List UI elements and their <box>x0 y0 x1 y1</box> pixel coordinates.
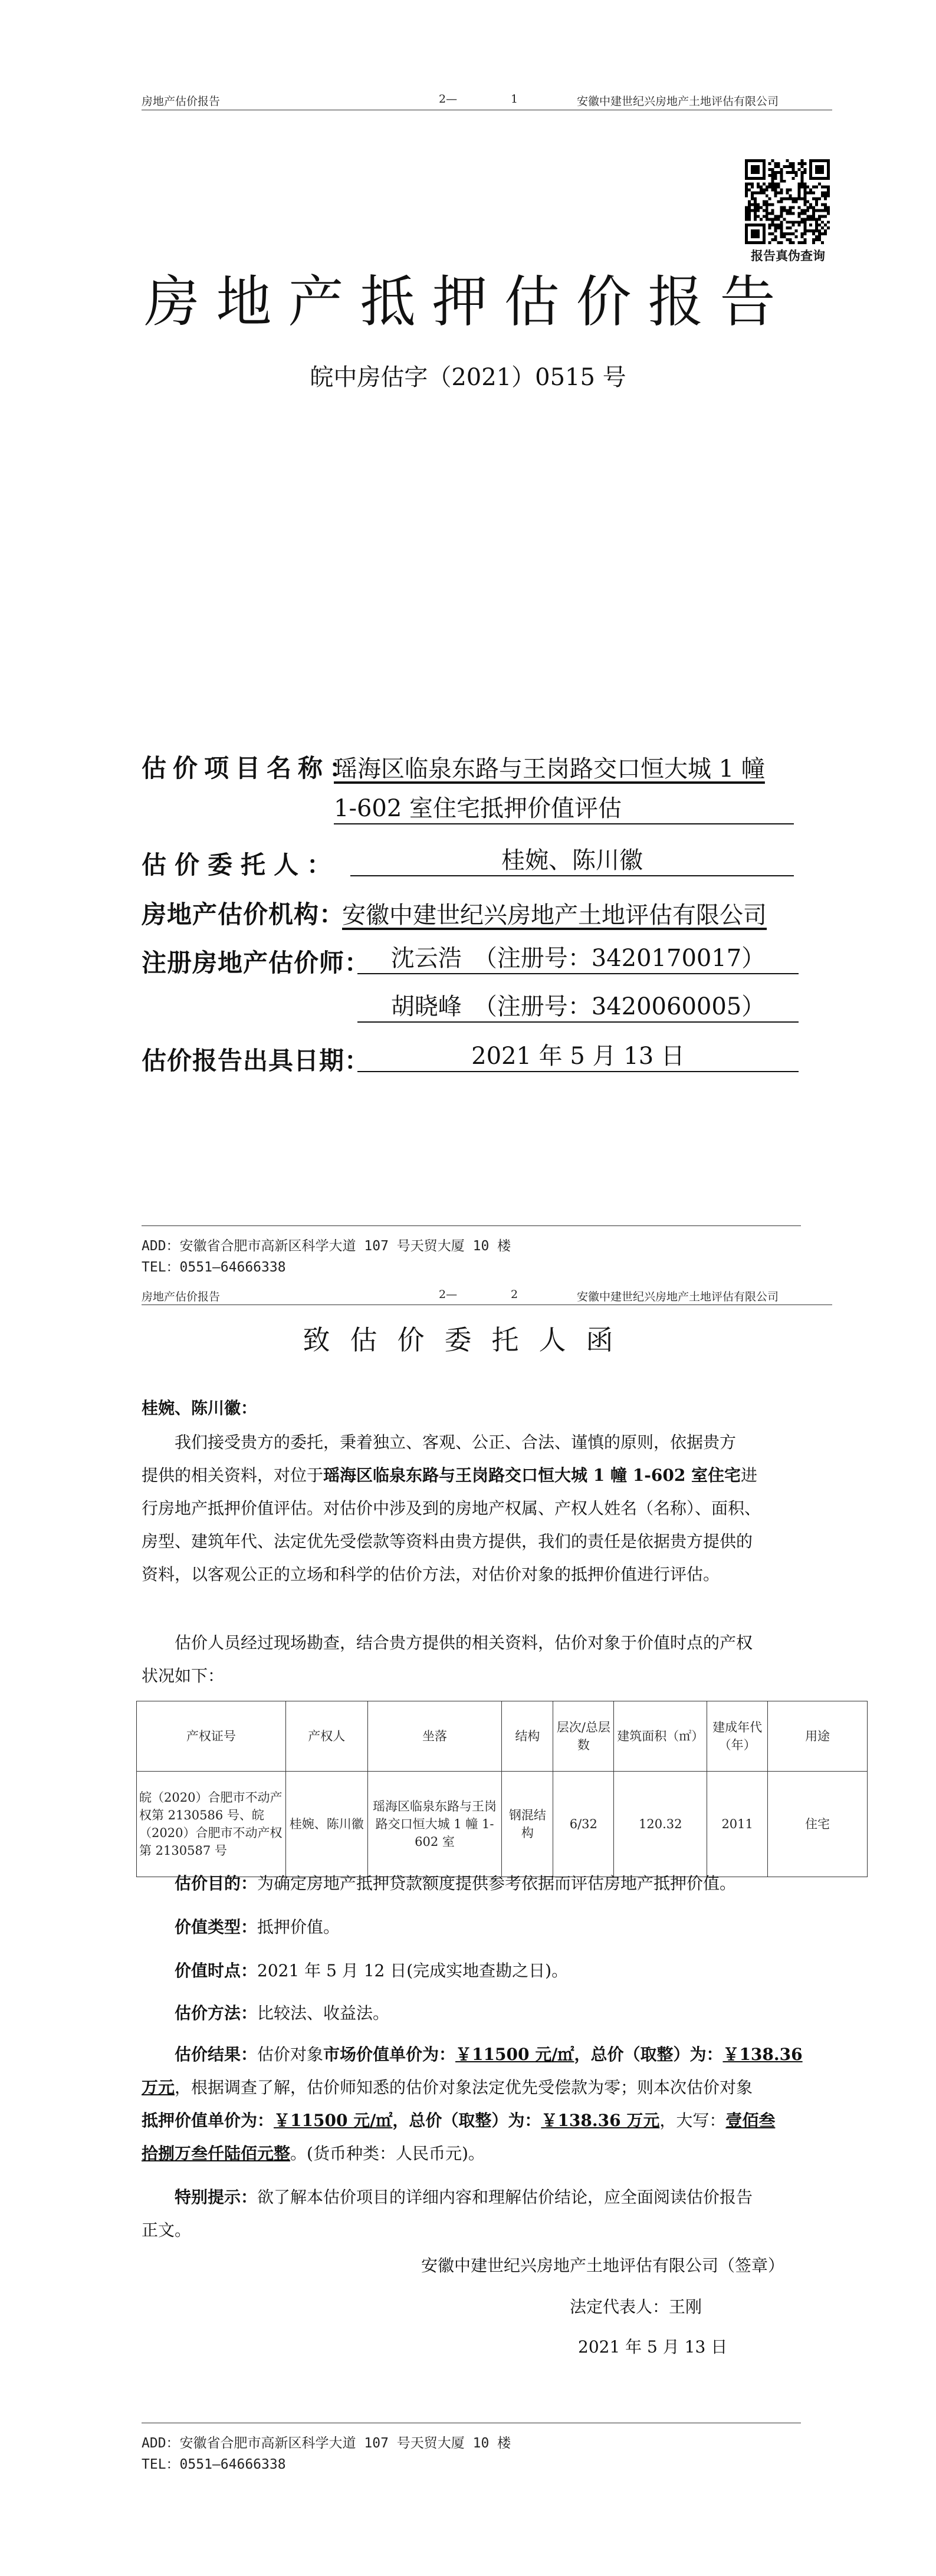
amount-in-words-2: 拾捌万叁仟陆佰元整 <box>142 2144 291 2163</box>
purpose-text: 为确定房地产抵押贷款额度提供参考依据而评估房地产抵押价值。 <box>257 1874 737 1893</box>
value-time-line <box>175 1954 568 1987</box>
market-unit-price: ￥11500 元/㎡ <box>455 2045 574 2064</box>
table-header-cell: 层次/总层数 <box>553 1701 614 1772</box>
p1-line: 资料，以客观公正的立场和科学的估价方法，对估价对象的抵押价值进行评估。 <box>142 1565 720 1584</box>
table-cell: 120.32 <box>614 1772 707 1877</box>
project-label: 估价项目名称： <box>142 754 361 783</box>
value-time-text: 2021 年 5 月 12 日(完成实地查勘之日)。 <box>257 1961 569 1980</box>
method-line <box>175 1997 389 2030</box>
legal-representative: 法定代表人：王刚 <box>570 2297 702 2317</box>
table-cell: 钢混结构 <box>502 1772 553 1877</box>
table-header-cell: 建成年代（年） <box>707 1701 768 1772</box>
salutation: 桂婉、陈川徽： <box>142 1398 258 1418</box>
value-type-text: 抵押价值。 <box>257 1917 340 1937</box>
result-text: ，总价（取整）为： <box>574 2045 723 2064</box>
p1-line: 我们接受贵方的委托，秉着独立、客观、公正、合法、谨慎的原则，依据贵方 <box>175 1432 737 1452</box>
result-text: 估价对象 <box>257 2045 324 2064</box>
agency-label: 房地产估价机构： <box>142 900 345 929</box>
value-time-label: 价值时点： <box>175 1961 258 1980</box>
p1-text: 提供的相关资料，对位于 <box>142 1466 324 1485</box>
page1-header-page-prefix: 2— <box>439 93 458 106</box>
company-signature: 安徽中建世纪兴房地产土地评估有限公司（签章） <box>421 2256 785 2275</box>
report-number: 皖中房估字（2021）0515 号 <box>310 364 626 391</box>
result-line <box>142 2104 835 2137</box>
table-header-cell: 产权人 <box>285 1701 367 1772</box>
table-cell: 桂婉、陈川徽 <box>285 1772 367 1877</box>
property-table <box>136 1701 868 1877</box>
p2-line: 估价人员经过现场勘查，结合贵方提供的相关资料，估价对象于价值时点的产权 <box>175 1633 753 1652</box>
page2-header-page-prefix: 2— <box>439 1288 458 1301</box>
table-row <box>137 1772 868 1877</box>
page1-header-page-num: 1 <box>511 93 518 106</box>
appraiser-1: 沈云浩 （注册号：3420170017） <box>357 944 799 974</box>
project-line-1: 瑶海区临泉东路与王岗路交口恒大城 1 幢 <box>334 755 765 783</box>
table-header-cell: 结构 <box>502 1701 553 1772</box>
table-cell: 6/32 <box>553 1772 614 1877</box>
page2-footer-address: ADD：安徽省合肥市高新区科学大道 107 号天贸大厦 10 楼 <box>142 2436 511 2451</box>
p1-line <box>142 1459 835 1492</box>
table-header-cell: 用途 <box>768 1701 868 1772</box>
page1-header-left: 房地产估价报告 <box>142 95 221 108</box>
tip-line: 正文。 <box>142 2220 192 2240</box>
qr-caption: 报告真伪查询 <box>751 248 825 263</box>
mortgage-unit-price: ￥11500 元/㎡ <box>274 2111 393 2130</box>
result-line <box>142 2038 835 2071</box>
signature-date: 2021 年 5 月 13 日 <box>578 2337 728 2357</box>
page1-header-right: 安徽中建世纪兴房地产土地评估有限公司 <box>577 95 779 108</box>
result-text: 市场价值单价为： <box>323 2045 456 2064</box>
value-type-label: 价值类型： <box>175 1917 258 1937</box>
table-header-cell: 产权证号 <box>137 1701 286 1772</box>
p1-property-bold: 瑶海区临泉东路与王岗路交口恒大城 1 幢 1-602 室住宅 <box>323 1466 741 1485</box>
client-label: 估价委托人： <box>142 850 340 879</box>
result-text: ，根据调查了解，估价师知悉的估价对象法定优先受偿款为零；则本次估价对象 <box>175 2078 753 2097</box>
client-value: 桂婉、陈川徽 <box>350 846 794 876</box>
amount-in-words-1: 壹佰叁 <box>725 2111 776 2130</box>
qr-code-icon[interactable] <box>745 159 830 244</box>
value-type-line <box>175 1911 340 1944</box>
result-line <box>142 2137 835 2170</box>
date-value: 2021 年 5 月 13 日 <box>357 1041 799 1072</box>
page1-footer-tel: TEL：0551—64666338 <box>142 1260 286 1275</box>
result-text: 抵押价值单价为： <box>142 2111 274 2130</box>
purpose-label: 估价目的： <box>175 1874 258 1893</box>
page2-header-page-num: 2 <box>511 1288 518 1301</box>
appraiser-label: 注册房地产估价师： <box>142 948 370 977</box>
result-line <box>142 2071 835 2104</box>
table-cell: 住宅 <box>768 1772 868 1877</box>
market-total-unit: 万元 <box>142 2078 175 2097</box>
result-text: 。(货币种类：人民币元)。 <box>290 2144 485 2163</box>
table-cell: 皖（2020）合肥市不动产权第 2130586 号、皖（2020）合肥市不动产权第 2130587 号 <box>137 1772 286 1877</box>
page2-header-left: 房地产估价报告 <box>142 1290 221 1303</box>
p2-line: 状况如下： <box>142 1666 225 1685</box>
tip-paragraph <box>142 2181 835 2247</box>
page1-footer-rule <box>142 1225 801 1226</box>
paragraph-2 <box>142 1627 835 1693</box>
table-header-row <box>137 1701 868 1772</box>
result-text: ，大写： <box>659 2111 726 2130</box>
table-cell: 瑶海区临泉东路与王岗路交口恒大城 1 幢 1-602 室 <box>367 1772 502 1877</box>
appraiser-2: 胡晓峰 （注册号：3420060005） <box>357 992 799 1023</box>
tip-text: 欲了解本估价项目的详细内容和理解估价结论，应全面阅读估价报告 <box>257 2187 753 2207</box>
letter-title: 致估价委托人函 <box>303 1324 633 1356</box>
paragraph-1 <box>142 1426 835 1591</box>
table-header-cell: 建筑面积（㎡） <box>614 1701 707 1772</box>
purpose-line <box>175 1867 835 1900</box>
tip-line <box>142 2181 835 2214</box>
method-label: 估价方法： <box>175 2003 258 2023</box>
page2-header-right: 安徽中建世纪兴房地产土地评估有限公司 <box>577 1290 779 1303</box>
p1-line: 房型、建筑年代、法定优先受偿款等资料由贵方提供，我们的责任是依据贵方提供的 <box>142 1532 753 1551</box>
p1-text: 进 <box>741 1466 758 1485</box>
tip-label: 特别提示： <box>175 2187 258 2207</box>
p1-line: 行房地产抵押价值评估。对估价中涉及到的房地产权属、产权人姓名（名称）、面积、 <box>142 1499 761 1518</box>
result-paragraph <box>142 2038 835 2170</box>
result-text: ，总价（取整）为： <box>392 2111 541 2130</box>
date-label: 估价报告出具日期： <box>142 1046 370 1075</box>
page1-footer-address: ADD：安徽省合肥市高新区科学大道 107 号天贸大厦 10 楼 <box>142 1238 511 1254</box>
agency-value: 安徽中建世纪兴房地产土地评估有限公司 <box>342 902 767 929</box>
method-text: 比较法、收益法。 <box>257 2003 390 2023</box>
report-title: 房地产抵押估价报告 <box>144 270 792 334</box>
market-total-price: ￥138.36 <box>722 2045 803 2064</box>
project-line-2: 1-602 室住宅抵押价值评估 <box>334 794 794 824</box>
table-header-cell: 坐落 <box>367 1701 502 1772</box>
mortgage-total-price: ￥138.36 万元 <box>541 2111 660 2130</box>
table-cell: 2011 <box>707 1772 768 1877</box>
result-label: 估价结果： <box>175 2045 258 2064</box>
page2-footer-tel: TEL：0551—64666338 <box>142 2457 286 2472</box>
